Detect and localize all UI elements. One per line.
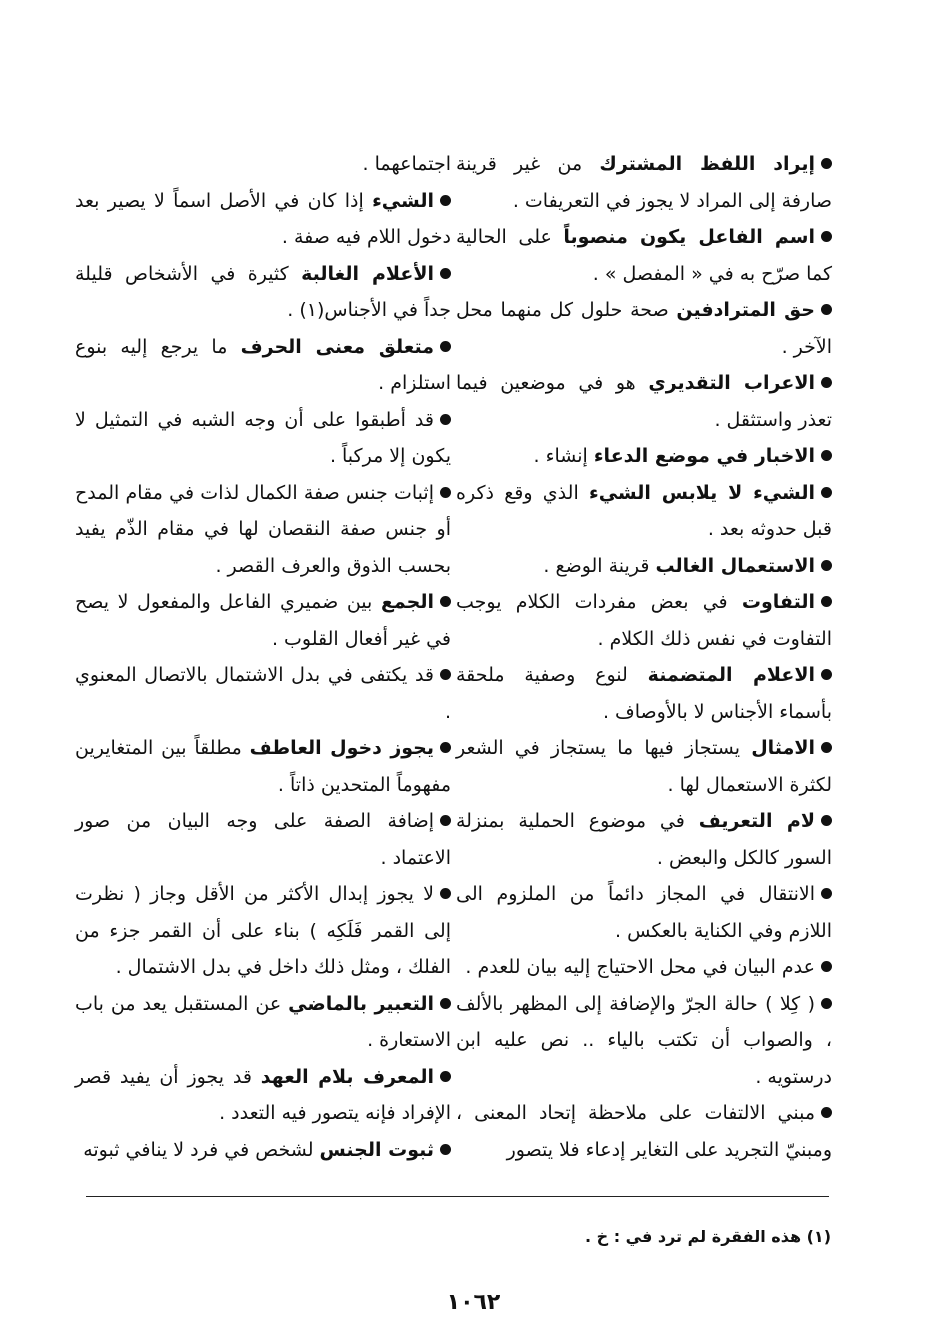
left-text-column (75, 146, 451, 1168)
entry-paragraph (75, 329, 451, 402)
entry-lead: إيراد اللفظ المشترك (599, 153, 815, 175)
entry-lead: الشيء لا يلابس الشيء (588, 481, 815, 504)
entry-lead: الاستعمال الغالب (655, 554, 815, 577)
entry-lead: الأعلام الغالبة (301, 262, 434, 285)
bullet-icon (440, 268, 451, 279)
entry-lead: الاعلام المتضمنة (647, 664, 815, 686)
bullet-icon (440, 596, 451, 607)
entry-paragraph (75, 402, 451, 475)
entry-paragraph (75, 657, 451, 730)
entry-paragraph (456, 146, 832, 219)
entry-lead: متعلق معنى الحرف (240, 335, 434, 358)
footnote: (١) هذه الفقرة لم ترد في : خ . (584, 1227, 831, 1246)
entry-paragraph (456, 803, 832, 876)
entry-text: لا يجوز إبدال الأكثر من الأقل وجاز ( نظرت إلى القمر فَلَكِه ) بناء على أن القمر جزء من الفلك ، ومثل ذلك داخل في بدل الاشتمال . (75, 883, 451, 978)
bullet-icon (821, 304, 832, 315)
entry-lead: الشيء (372, 189, 434, 212)
bullet-icon (440, 414, 451, 425)
entry-paragraph (75, 475, 451, 585)
entry-text: مطلقاً بين المتغايرين مفهوماً المتحدين ذاتاً . (75, 737, 451, 796)
entry-paragraph (456, 584, 832, 657)
entry-paragraph (456, 730, 832, 803)
entry-paragraph (456, 475, 832, 548)
bullet-icon (440, 1144, 451, 1155)
entry-paragraph (75, 146, 451, 183)
bullet-icon (440, 888, 451, 899)
entry-text: إنشاء . (533, 445, 594, 467)
entry-paragraph (75, 730, 451, 803)
entry-text: في بعض مفردات الكلام يوجب التفاوت في نفس ذلك الكلام . (456, 591, 832, 650)
bullet-icon (821, 487, 832, 498)
entry-text: اجتماعهما . (362, 153, 451, 175)
bullet-icon (821, 888, 832, 899)
entry-paragraph (75, 584, 451, 657)
bullet-icon (821, 742, 832, 753)
entry-paragraph (75, 183, 451, 256)
bullet-icon (821, 560, 832, 571)
entry-lead: الاخبار في موضع الدعاء (593, 445, 815, 467)
entry-paragraph (75, 256, 451, 329)
entry-text: بين ضميري الفاعل والمفعول لا يصح في غير أفعال القلوب . (75, 591, 451, 650)
entry-text: ( كِلا ) حالة الجرّ والإضافة إلى المظهر بالألف ، والصواب أن تكتب بالياء .. نص عليه ابن درستويه . (456, 992, 832, 1088)
entry-text: عدم البيان في محل الاحتياج إليه بيان للعدم . (465, 956, 815, 978)
bullet-icon (821, 669, 832, 680)
entry-text: في موضوع الحملية بمنزلة السور كالكل والبعض . (456, 810, 832, 869)
entry-text: هو في موضعين فيما تعذر واستثقل . (456, 372, 832, 431)
entry-text: قد يجوز أن يفيد قصر الإفراد فإنه يتصور فيه التعدد . (75, 1065, 451, 1124)
bullet-icon (440, 815, 451, 826)
entry-lead: يجوز دخول العاطف (249, 737, 434, 759)
entry-text: ما يرجع إليه بنوع استلزام . (75, 335, 451, 394)
entry-lead: الاعراب التقديري (648, 372, 815, 394)
entry-text: كثيرة في الأشخاص قليلة جداً في الأجناس(١) . (75, 262, 451, 321)
bullet-icon (821, 231, 832, 242)
bullet-icon (440, 487, 451, 498)
entry-paragraph (456, 876, 832, 949)
entry-text: لنوع وصفية ملحقة بأسماء الأجناس لا بالأوصاف . (456, 664, 832, 723)
entry-paragraph (75, 986, 451, 1059)
entry-text: من غير قرينة صارفة إلى المراد لا يجوز في التعريفات . (456, 153, 832, 212)
entry-text: صحة حلول كل منهما محل الآخر . (456, 299, 832, 358)
entry-lead: ثبوت الجنس (319, 1138, 434, 1161)
entry-paragraph (75, 1132, 451, 1169)
entry-lead: المعرف بلام العهد (260, 1065, 434, 1088)
bullet-icon (440, 195, 451, 206)
entry-paragraph (456, 1095, 832, 1168)
entry-text: قد أطبقوا على أن وجه الشبه في التمثيل لا يكون إلا مركباً . (75, 408, 451, 467)
entry-paragraph (456, 365, 832, 438)
entry-text: إضافة الصفة على وجه البيان من صور الاعتماد . (75, 810, 451, 869)
entry-lead: الامثال (751, 737, 815, 759)
bullet-icon (821, 158, 832, 169)
bullet-icon (821, 1107, 832, 1118)
entry-paragraph (75, 803, 451, 876)
entry-lead: اسم الفاعل يكون منصوباً (563, 226, 816, 248)
entry-text: قرينة الوضع . (543, 554, 656, 577)
entry-lead: حق المترادفين (676, 299, 815, 321)
entry-text: الذي وقع ذكره قبل حدوثه بعد . (456, 481, 832, 540)
bullet-icon (440, 998, 451, 1009)
right-text-column (456, 146, 832, 1168)
entry-lead: الجمع (380, 591, 434, 613)
entry-text: الانتقال في المجاز دائماً من الملزوم الى اللازم وفي الكناية بالعكس . (456, 883, 832, 942)
entry-lead: التعبير بالماضي (288, 992, 434, 1015)
entry-text: على الحالية كما صرّح به في « المفصل » . (456, 226, 832, 285)
bullet-icon (821, 961, 832, 972)
bullet-icon (440, 742, 451, 753)
entry-lead: التفاوت (741, 591, 815, 613)
entry-text: عن المستقبل يعد من باب الاستعارة . (75, 992, 451, 1051)
entry-text: لشخص في فرد لا ينافي ثبوته (83, 1138, 320, 1161)
entry-text: يستجاز فيها ما يستجاز في الشعر لكثرة الاستعمال لها . (456, 737, 832, 796)
entry-paragraph (456, 438, 832, 475)
entry-text: إثبات جنس صفة الكمال لذات في مقام المدح أو جنس صفة النقصان لها في مقام الذّم يفيد بحسب الذوق والعرف القصر . (75, 481, 451, 577)
entry-paragraph (456, 986, 832, 1096)
bullet-icon (821, 998, 832, 1009)
entry-paragraph (456, 219, 832, 292)
bullet-icon (821, 377, 832, 388)
entry-paragraph (456, 292, 832, 365)
footnote-divider (86, 1196, 829, 1197)
bullet-icon (440, 341, 451, 352)
bullet-icon (821, 450, 832, 461)
entry-text: قد يكتفى في بدل الاشتمال بالاتصال المعنوي . (75, 664, 451, 723)
bullet-icon (821, 815, 832, 826)
entry-paragraph (456, 657, 832, 730)
entry-paragraph (456, 949, 832, 986)
page-number: ١٠٦٢ (446, 1290, 501, 1315)
entry-lead: لام التعريف (698, 810, 815, 832)
bullet-icon (821, 596, 832, 607)
entry-text: إذا كان في الأصل اسماً لا يصير بعد دخول اللام فيه صفة . (75, 189, 451, 248)
bullet-icon (440, 669, 451, 680)
entry-paragraph (75, 876, 451, 986)
bullet-icon (440, 1071, 451, 1082)
entry-paragraph (75, 1059, 451, 1132)
entry-text: مبني الالتفات على ملاحظة إتحاد المعنى ، ومبنيّ التجريد على التغاير إدعاء فلا يتصور (456, 1102, 832, 1161)
entry-paragraph (456, 548, 832, 585)
